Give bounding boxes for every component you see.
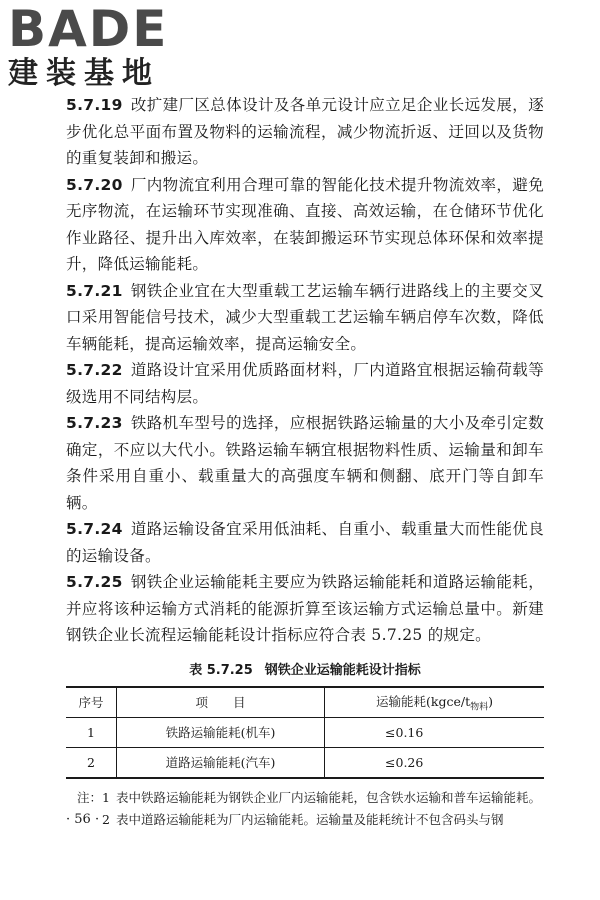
- note-item: [66, 809, 544, 831]
- note-item: [66, 787, 544, 809]
- header-energy: 运输能耗$(kgce/t_{物料})$: [325, 687, 544, 718]
- clause-number: 5.7.22: [66, 361, 123, 379]
- header-item: 项 目: [117, 687, 325, 718]
- clause-5-7-22: [66, 357, 544, 410]
- page-number: · 56 ·: [66, 812, 100, 827]
- header-seq: 序号: [66, 687, 117, 718]
- clause-number: 5.7.24: [66, 520, 123, 538]
- logo: [8, 0, 178, 92]
- clause-5-7-23: [66, 410, 544, 516]
- logo-subtitle: 建装基地: [8, 56, 160, 91]
- clause-text: 道路运输设备宜采用低油耗、自重小、载重量大而性能优良的运输设备。: [66, 520, 544, 565]
- clause-5-7-25: [66, 569, 544, 649]
- cell-value: ≤0.26: [325, 747, 544, 778]
- table-caption: [66, 659, 544, 678]
- document-body: [66, 92, 544, 831]
- note-number: 1: [102, 789, 110, 805]
- clause-5-7-19: [66, 92, 544, 172]
- clause-number: 5.7.23: [66, 414, 123, 432]
- clause-number: 5.7.20: [66, 175, 123, 194]
- table-header-row: [66, 687, 544, 718]
- clause-text: 铁路机车型号的选择，应根据铁路运输量的大小及牵引定数确定，不应以大代小。铁路运输车辆宜根据物料性质、运输量和卸车条件采用自重小、载重量大的高强度车辆和侧翻、底开门等自卸车辆。: [66, 414, 544, 512]
- clause-5-7-20: [66, 172, 544, 278]
- clause-text: 厂内物流宜利用合理可靠的智能化技术提升物流效率，避免无序物流，在运输环节实现准确、直接、高效运输，在仓储环节优化作业路径、提升出入库效率，在装卸搬运环节实现总体环保和效率提升，降低运输能耗。: [66, 175, 544, 273]
- cell-value: ≤0.16: [325, 717, 544, 747]
- clause-number: 5.7.25: [66, 573, 123, 591]
- clause-text: 改扩建厂区总体设计及各单元设计应立足企业长远发展，逐步优化总平面布置及物料的运输流程，减少物流折返、迂回以及货物的重复装卸和搬运。: [66, 96, 544, 167]
- table-title: 钢铁企业运输能耗设计指标: [264, 662, 421, 678]
- clause-text: 钢铁企业宜在大型重载工艺运输车辆行进路线上的主要交叉口采用智能信号技术，减少大型重载工艺运输车辆启停车次数，降低车辆能耗，提高运输效率，提高运输安全。: [66, 281, 544, 353]
- table-row: [66, 747, 544, 778]
- note-prefix: 注：: [77, 789, 103, 805]
- logo-brand: BADE: [8, 0, 169, 58]
- note-number: 2: [102, 811, 110, 827]
- cell-item: 道路运输能耗(汽车): [117, 747, 325, 778]
- clause-5-7-24: [66, 516, 544, 569]
- note-text: 表中铁路运输能耗为钢铁企业厂内运输能耗，包含铁水运输和普车运输能耗。: [116, 789, 542, 805]
- cell-seq: 2: [66, 747, 117, 778]
- clause-text: 道路设计宜采用优质路面材料，厂内道路宜根据运输荷载等级选用不同结构层。: [66, 361, 544, 406]
- energy-table: [66, 686, 544, 779]
- table-number: 表 5.7.25: [189, 662, 253, 678]
- clause-text: 钢铁企业运输能耗主要应为铁路运输能耗和道路运输能耗，并应将该种运输方式消耗的能源折算至该运输方式运输总量中。新建钢铁企业长流程运输能耗设计指标应符合表 5.7.25 的规定。: [66, 573, 544, 644]
- clause-number: 5.7.19: [66, 96, 123, 114]
- clause-number: 5.7.21: [66, 281, 123, 300]
- table-row: [66, 717, 544, 747]
- table-notes: [66, 787, 544, 831]
- clause-5-7-21: [66, 278, 544, 358]
- cell-item: 铁路运输能耗(机车): [117, 717, 325, 747]
- note-text: 表中道路运输能耗为厂内运输能耗。运输量及能耗统计不包含码头与钢: [116, 811, 504, 827]
- cell-seq: 1: [66, 717, 117, 747]
